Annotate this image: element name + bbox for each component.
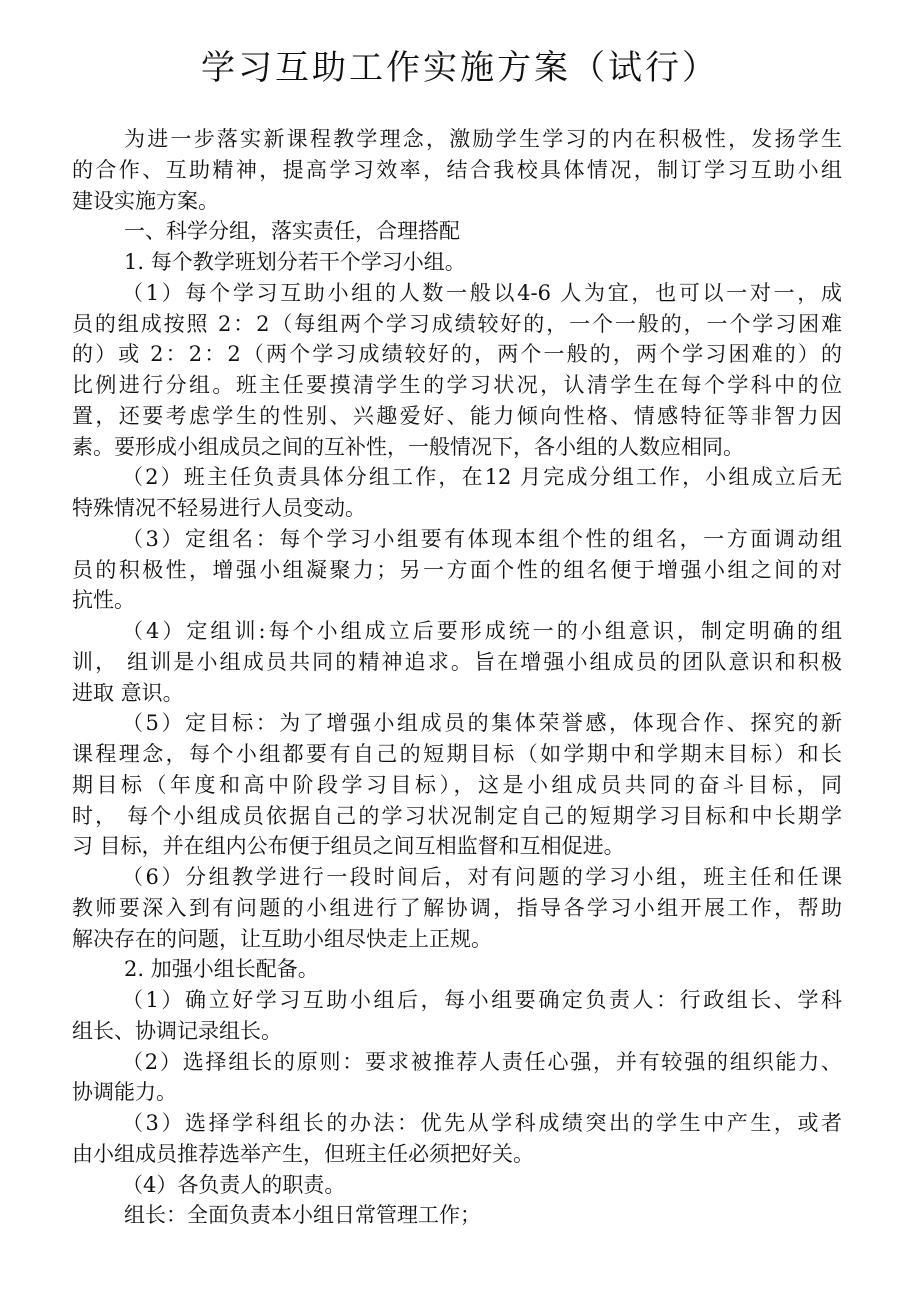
paragraph-line: （2）选择组长的原则：要求被推荐人责任心强，并有较强的组织能力、 <box>122 1049 842 1074</box>
paragraph-line: 解决存在的问题，让互助小组尽快走上正规。 <box>72 926 492 951</box>
paragraph-line: 素。要形成小组成员之间的互补性，一般情况下，各小组的人数应相同。 <box>72 434 744 459</box>
paragraph-line: 建设实施方案。 <box>72 188 219 213</box>
paragraph-line: （4）定组训:每个小组成立后要形成统一的小组意识，制定明确的组 <box>122 619 842 643</box>
document-body <box>72 124 842 1231</box>
paragraph-line: 期目标（年度和高中阶段学习目标），这是小组成员共同的奋斗目标，同 <box>72 772 842 797</box>
paragraph-line: 时， 每个小组成员依据自己的学习状况制定自己的短期学习目标和中长期学 <box>72 803 842 828</box>
paragraph-line: 协调能力。 <box>72 1080 177 1105</box>
paragraph-line: （5）定目标：为了增强小组成员的集体荣誉感，体现合作、探究的新 <box>122 711 842 736</box>
paragraph-line: （1）确立好学习互助小组后，每小组要确定负责人：行政组长、学科 <box>122 988 842 1012</box>
paragraph-line: （1）每个学习互助小组的人数一般以4-6 人为宜，也可以一对一，成 <box>122 280 842 305</box>
paragraph-line: 的合作、互助精神，提高学习效率，结合我校具体情况，制订学习互助小组 <box>72 157 842 182</box>
paragraph-line: 由小组成员推荐选举产生，但班主任必须把好关。 <box>72 1141 534 1166</box>
paragraph-line: （2）班主任负责具体分组工作，在12 月完成分组工作，小组成立后无 <box>122 465 842 490</box>
section-heading: 一、科学分组，落实责任，合理搭配 <box>124 219 460 244</box>
paragraph-line: 组长、协调记录组长。 <box>72 1018 282 1043</box>
subsection-heading: 1. 每个教学班划分若干个学习小组。 <box>124 250 466 274</box>
paragraph-line: 的）或 2：2：2（两个学习成绩较好的，两个一般的，两个学习困难的）的 <box>72 342 842 367</box>
paragraph-line: （4）各负责人的职责。 <box>122 1172 346 1197</box>
paragraph-line: 为进一步落实新课程教学理念，激励学生学习的内在积极性，发扬学生 <box>124 127 842 151</box>
paragraph-line: 训， 组训是小组成员共同的精神追求。旨在增强小组成员的团队意识和积极 <box>72 649 842 674</box>
paragraph-line: 置，还要考虑学生的性别、兴趣爱好、能力倾向性格、情感特征等非智力因 <box>72 403 842 428</box>
paragraph-line: 习 目标，并在组内公布便于组员之间互相监督和互相促进。 <box>72 834 625 859</box>
paragraph-line: （3）定组名：每个学习小组要有体现本组个性的组名，一方面调动组 <box>122 526 842 551</box>
paragraph-line: （3）选择学科组长的办法：优先从学科成绩突出的学生中产生，或者 <box>122 1111 842 1135</box>
document-title: 学习互助工作实施方案（试行） <box>201 48 719 88</box>
paragraph-line: 比例进行分组。班主任要摸清学生的学习状况，认清学生在每个学科中的位 <box>72 373 842 397</box>
paragraph-line: 员的积极性，增强小组凝聚力；另一方面个性的组名便于增强小组之间的对 <box>72 557 842 582</box>
subsection-heading: 2. 加强小组长配备。 <box>124 957 319 982</box>
paragraph-line: 组长：全面负责本小组日常管理工作； <box>124 1203 481 1228</box>
paragraph-line: 课程理念，每个小组都要有自己的短期目标（如学期中和学期末目标）和长 <box>72 742 842 766</box>
paragraph-line: 特殊情况不轻易进行人员变动。 <box>72 496 366 520</box>
paragraph-line: 进取 意识。 <box>72 680 184 705</box>
paragraph-line: （6）分组教学进行一段时间后，对有问题的学习小组，班主任和任课 <box>122 865 842 889</box>
paragraph-line: 员的组成按照 2：2（每组两个学习成绩较好的，一个一般的，一个学习困难 <box>72 311 842 336</box>
paragraph-line: 教师要深入到有问题的小组进行了解协调，指导各学习小组开展工作，帮助 <box>72 895 842 920</box>
paragraph-line: 抗性。 <box>72 588 135 613</box>
